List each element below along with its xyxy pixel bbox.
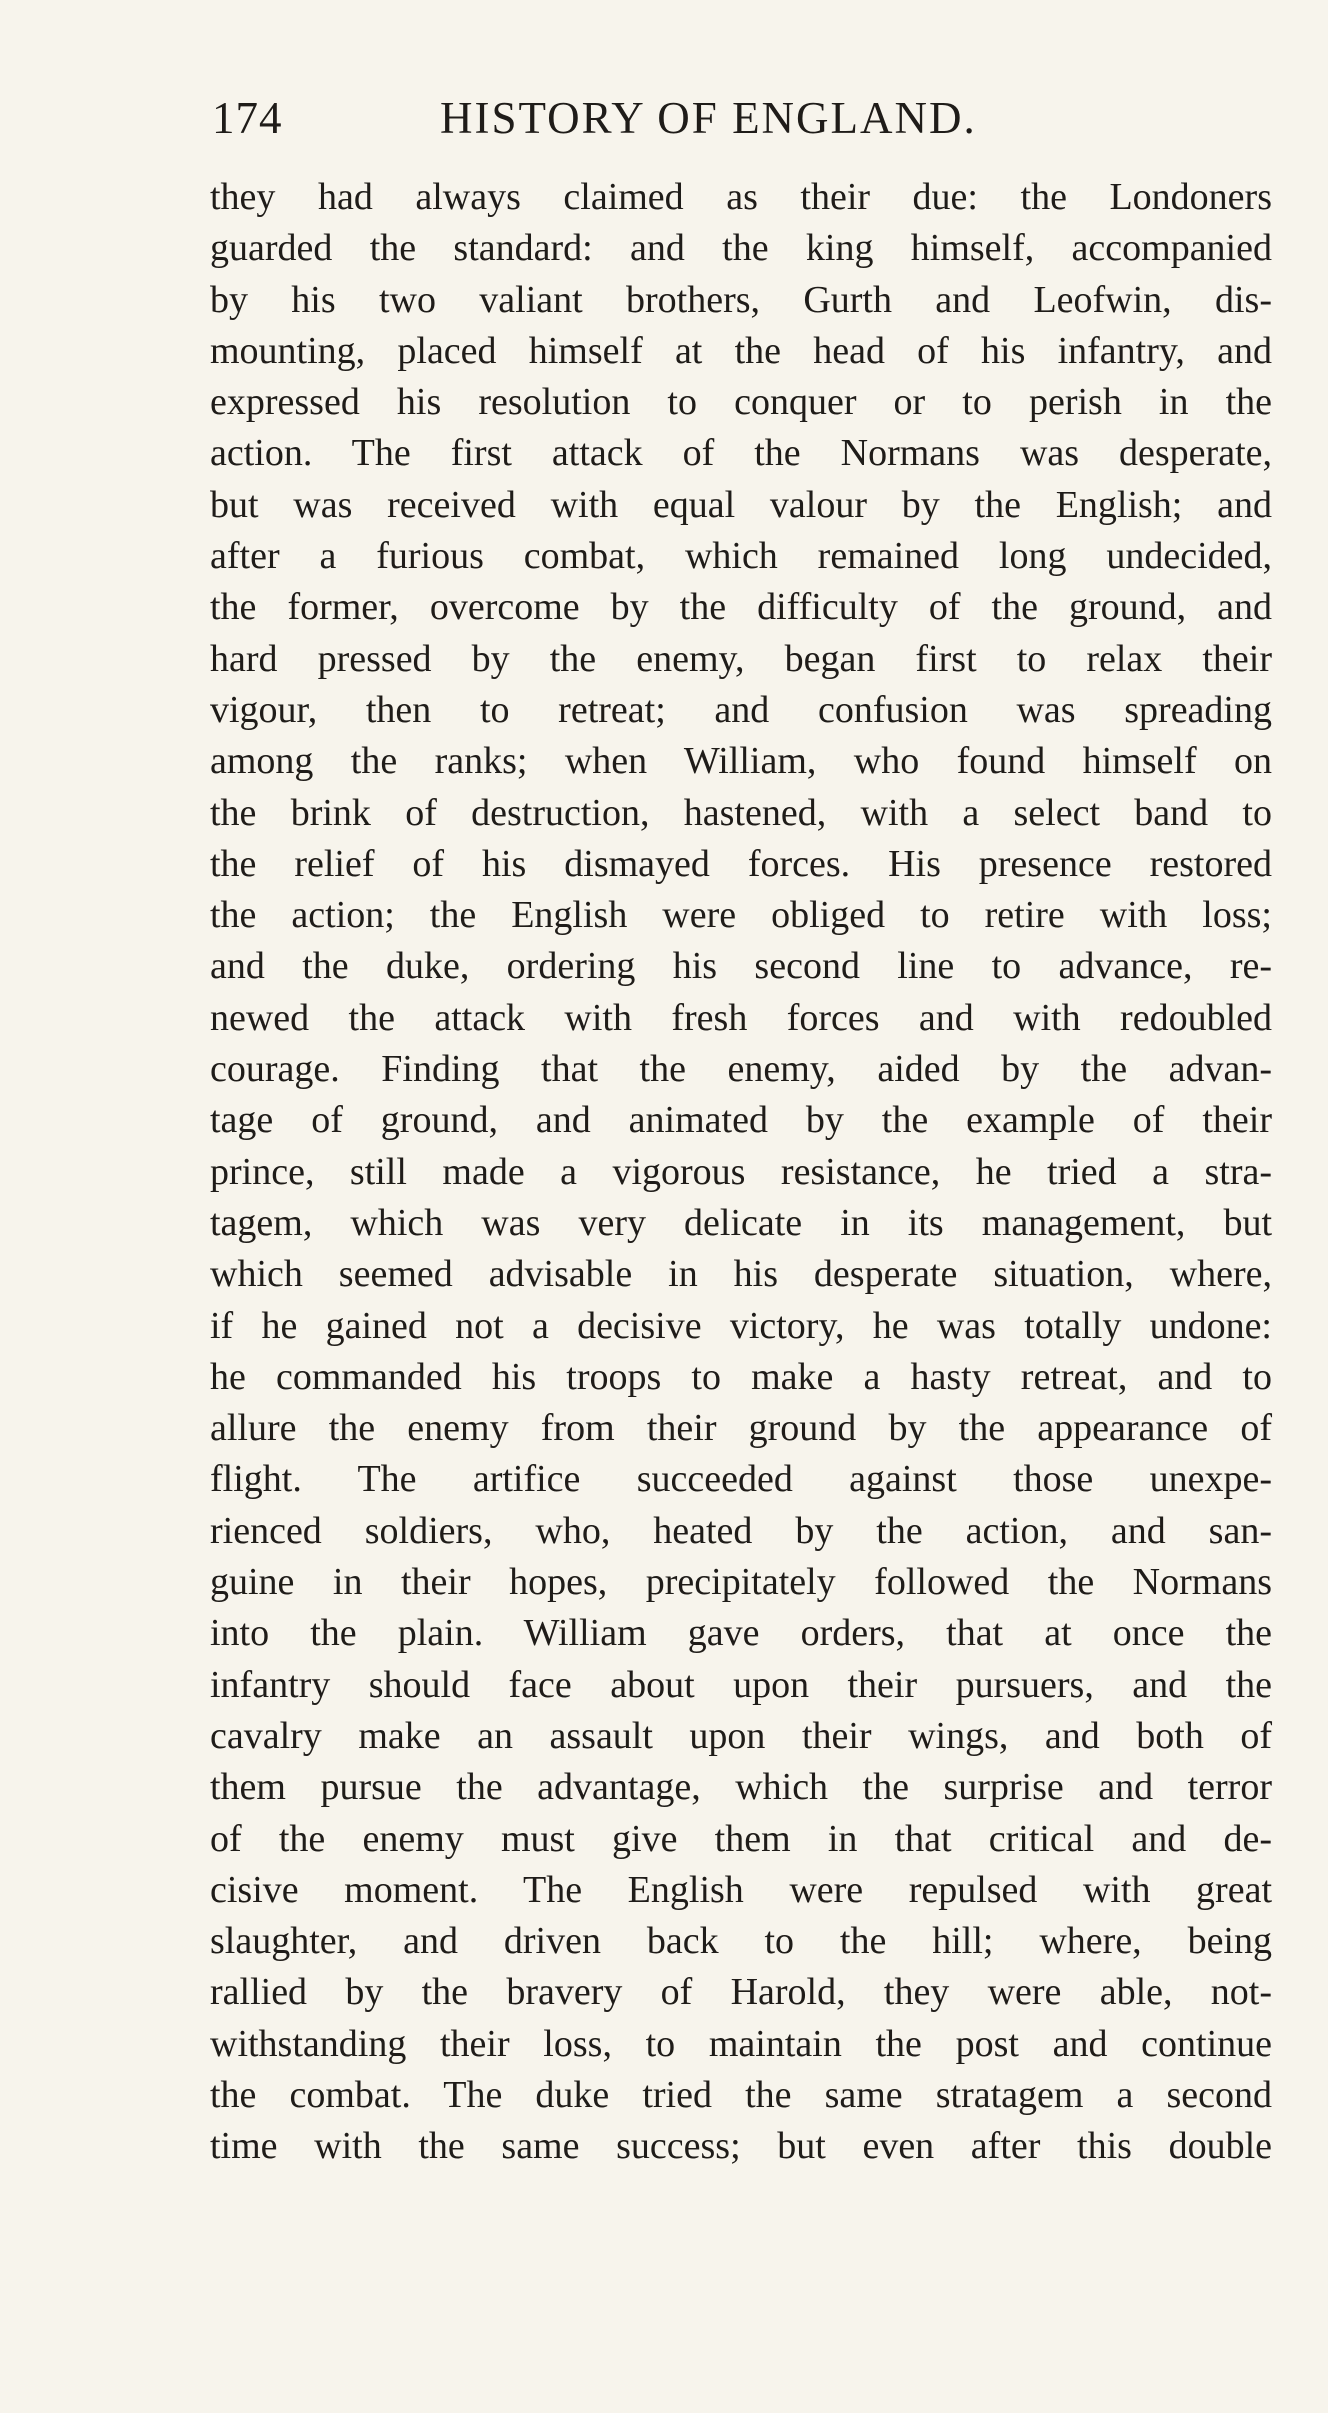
text-line: the action; the English were obliged to retire with loss;	[210, 894, 1272, 937]
text-line: by his two valiant brothers, Gurth and Leofwin, dis-	[210, 278, 1272, 321]
text-line: but was received with equal valour by the English; and	[210, 483, 1272, 526]
text-line: mounting, placed himself at the head of his infantry, and	[210, 329, 1272, 372]
text-line: hard pressed by the enemy, began first to relax their	[210, 637, 1272, 680]
text-line: which seemed advisable in his desperate situation, where,	[210, 1253, 1272, 1296]
text-line: time with the same success; but even after this double	[210, 2125, 1272, 2168]
body-text	[210, 172, 1272, 2173]
page-header	[212, 92, 1032, 152]
text-line: newed the attack with fresh forces and with redoubled	[210, 996, 1272, 1039]
text-line: the combat. The duke tried the same stratagem a second	[210, 2073, 1272, 2116]
text-line: infantry should face about upon their pursuers, and the	[210, 1663, 1272, 1706]
text-line: the relief of his dismayed forces. His presence restored	[210, 842, 1272, 885]
text-line: rienced soldiers, who, heated by the action, and san-	[210, 1509, 1272, 1552]
text-line: action. The first attack of the Normans was desperate,	[210, 432, 1272, 475]
page-number: 174	[212, 93, 283, 143]
text-line: after a furious combat, which remained long undecided,	[210, 535, 1272, 578]
text-line: they had always claimed as their due: the Londoners	[210, 176, 1272, 218]
text-line: courage. Finding that the enemy, aided by the advan-	[210, 1048, 1272, 1091]
text-line: them pursue the advantage, which the surprise and terror	[210, 1766, 1272, 1809]
text-line: allure the enemy from their ground by the appearance of	[210, 1407, 1272, 1450]
text-line: if he gained not a decisive victory, he was totally undone:	[210, 1304, 1272, 1347]
text-line: of the enemy must give them in that critical and de-	[210, 1817, 1272, 1860]
text-line: tage of ground, and animated by the example of their	[210, 1099, 1272, 1142]
text-line: rallied by the bravery of Harold, they were able, not-	[210, 1971, 1272, 2014]
text-line: slaughter, and driven back to the hill; where, being	[210, 1920, 1272, 1963]
text-line: among the ranks; when William, who found himself on	[210, 740, 1272, 783]
text-line: the brink of destruction, hastened, with a select band to	[210, 791, 1272, 834]
text-line: vigour, then to retreat; and confusion was spreading	[210, 688, 1272, 731]
running-title: HISTORY OF ENGLAND.	[440, 93, 977, 143]
text-line: and the duke, ordering his second line to advance, re-	[210, 945, 1272, 988]
text-line: withstanding their loss, to maintain the post and continue	[210, 2022, 1272, 2065]
text-line: flight. The artifice succeeded against those unexpe-	[210, 1458, 1272, 1501]
text-line: the former, overcome by the difficulty of the ground, and	[210, 586, 1272, 629]
text-line: cavalry make an assault upon their wings, and both of	[210, 1714, 1272, 1757]
text-line: prince, still made a vigorous resistance, he tried a stra-	[210, 1150, 1272, 1193]
text-line: cisive moment. The English were repulsed with great	[210, 1868, 1272, 1911]
text-line: expressed his resolution to conquer or to perish in the	[210, 381, 1272, 424]
text-line: he commanded his troops to make a hasty retreat, and to	[210, 1355, 1272, 1398]
text-line: into the plain. William gave orders, that at once the	[210, 1612, 1272, 1655]
text-line: guine in their hopes, precipitately followed the Normans	[210, 1561, 1272, 1604]
text-line: tagem, which was very delicate in its management, but	[210, 1201, 1272, 1244]
text-line: guarded the standard: and the king himself, accompanied	[210, 227, 1272, 270]
